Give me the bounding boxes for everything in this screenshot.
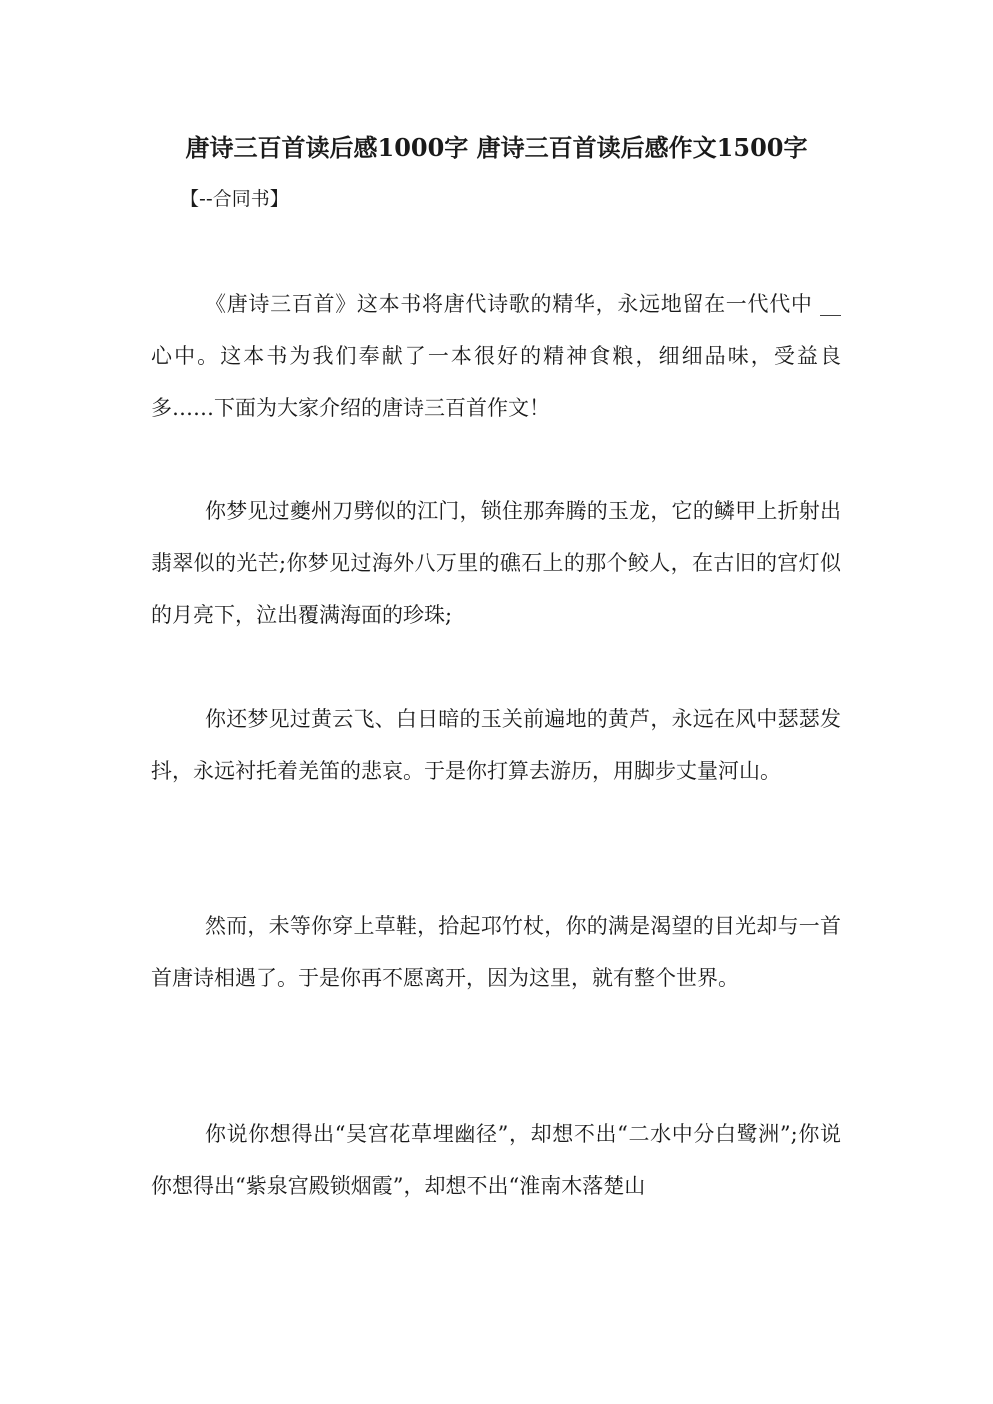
paragraph-5: 你说你想得出“吴宫花草埋幽径”，却想不出“二水中分白鹭洲”;你说你想得出“紫泉宫殿锁烟霞”，却想不出“淮南木落楚山 <box>151 1122 841 1198</box>
paragraph-2: 你梦见过夔州刀劈似的江门，锁住那奔腾的玉龙，它的鳞甲上折射出翡翠似的光芒;你梦见过海外八万里的礁石上的那个鲛人，在古旧的宫灯似的月亮下，泣出覆满海面的珍珠; <box>151 499 841 627</box>
source-tag: 【--合同书】 <box>180 188 289 210</box>
paragraph-4: 然而，未等你穿上草鞋，拾起邛竹杖，你的满是渴望的目光却与一首首唐诗相遇了。于是你再不愿离开，因为这里，就有整个世界。 <box>151 914 841 990</box>
paragraph-3: 你还梦见过黄云飞、白日暗的玉关前遍地的黄芦，永远在风中瑟瑟发抖，永远衬托着羌笛的悲哀。于是你打算去游历，用脚步丈量河山。 <box>151 707 841 783</box>
paragraph-1: 《唐诗三百首》这本书将唐代诗歌的精华，永远地留在一代代中 __心中。这本书为我们奉献了一本很好的精神食粮，细细品味，受益良多……下面为大家介绍的唐诗三百首作文！ <box>151 292 841 420</box>
document-title: 唐诗三百首读后感1000字 唐诗三百首读后感作文1500字 <box>185 133 808 162</box>
